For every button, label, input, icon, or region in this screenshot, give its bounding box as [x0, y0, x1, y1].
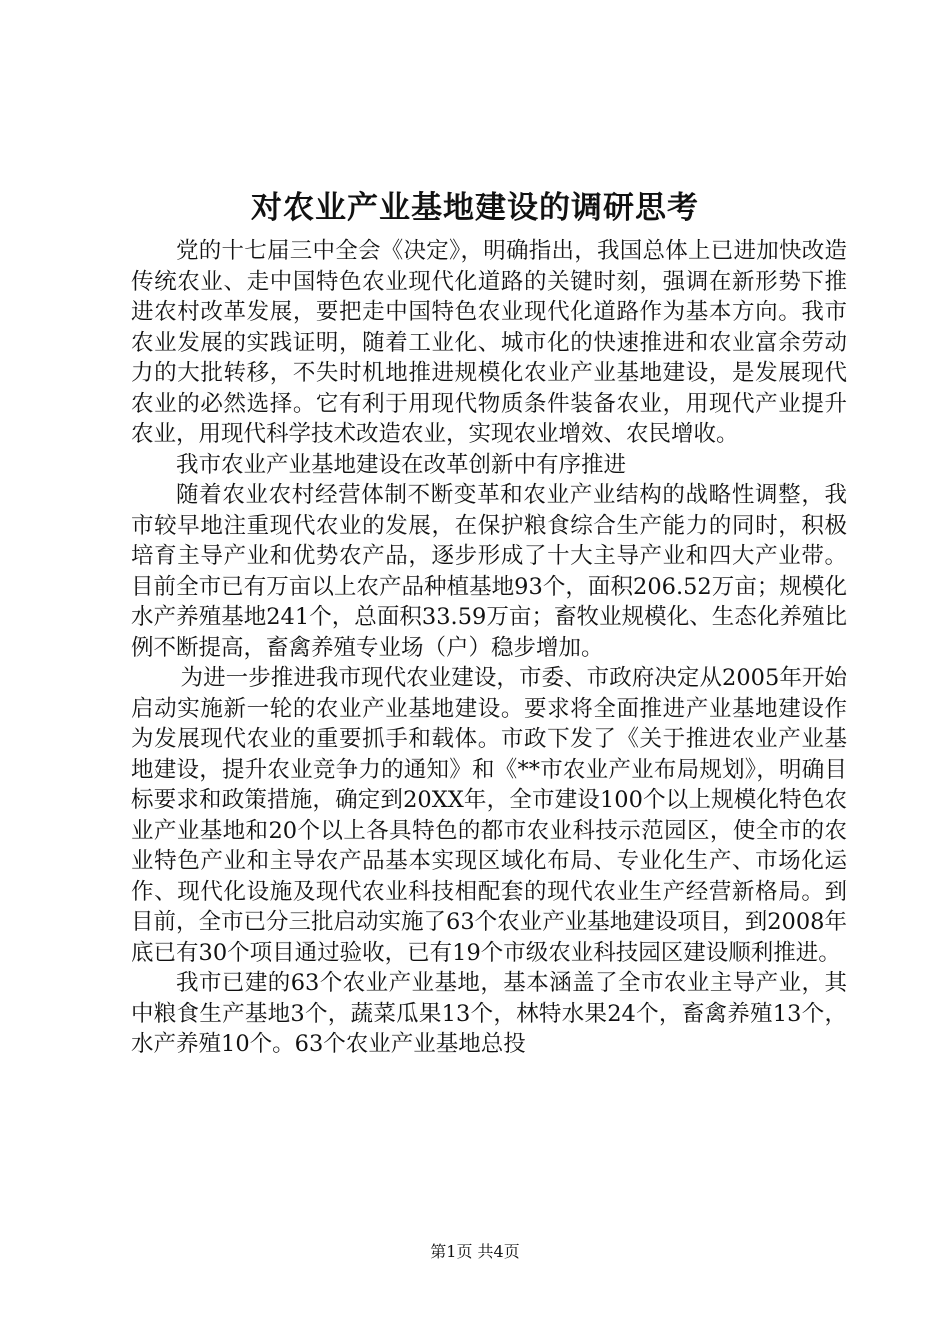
paragraph-current-status: 随着农业农村经营体制不断变革和农业产业结构的战略性调整，我市较早地注重现代农业的发展，在保护粮食综合生产能力的同时，积极培育主导产业和优势农产品，逐步形成了十大主导产业和四大产业带。目前全市已有万亩以上农产品种植基地93个，面积206.52万亩；规模化水产养殖基地241个，总面积33.59万亩；畜牧业规模化、生态化养殖比例不断提高，畜禽养殖专业场（户）稳步增加。 [131, 482, 847, 661]
paragraph-bases: 我市已建的63个农业产业基地，基本涵盖了全市农业主导产业，其中粮食生产基地3个，蔬菜瓜果13个，林特水果24个，畜禽养殖13个，水产养殖10个。63个农业产业基地总投 [131, 970, 847, 1057]
paragraph-intro: 党的十七届三中全会《决定》，明确指出，我国总体上已进加快改造传统农业、走中国特色农业现代化道路的关键时刻，强调在新形势下推进农村改革发展，要把走中国特色农业现代化道路作为基本方向。我市农业发展的实践证明，随着工业化、城市化的快速推进和农业富余劳动力的大批转移，不失时机地推进规模化农业产业基地建设，是发展现代农业的必然选择。它有利于用现代物质条件装备农业，用现代产业提升农业，用现代科学技术改造农业，实现农业增效、农民增收。 [131, 238, 847, 447]
document-body [131, 236, 847, 1060]
document-title: 对农业产业基地建设的调研思考 [251, 190, 699, 226]
page-footer: 第1页 共4页 [430, 1242, 520, 1261]
paragraph-policy: 为进一步推进我市现代农业建设，市委、市政府决定从2005年开始启动实施新一轮的农业产业基地建设。要求将全面推进产业基地建设作为发展现代农业的重要抓手和载体。市政下发了《关于推进农业产业基地建设，提升农业竞争力的通知》和《**市农业产业布局规划》，明确目标要求和政策措施，确定到20XX年，全市建设100个以上规模化特色农业产业基地和20个以上各具特色的都市农业科技示范园区，使全市的农业特色产业和主导农产品基本实现区域化布局、专业化生产、市场化运作、现代化设施及现代农业科技相配套的现代农业生产经营新格局。到目前，全市已分三批启动实施了63个农业产业基地建设项目，到2008年底已有30个项目通过验收，已有19个市级农业科技园区建设顺利推进。 [131, 665, 847, 966]
section-heading: 我市农业产业基地建设在改革创新中有序推进 [176, 451, 627, 478]
